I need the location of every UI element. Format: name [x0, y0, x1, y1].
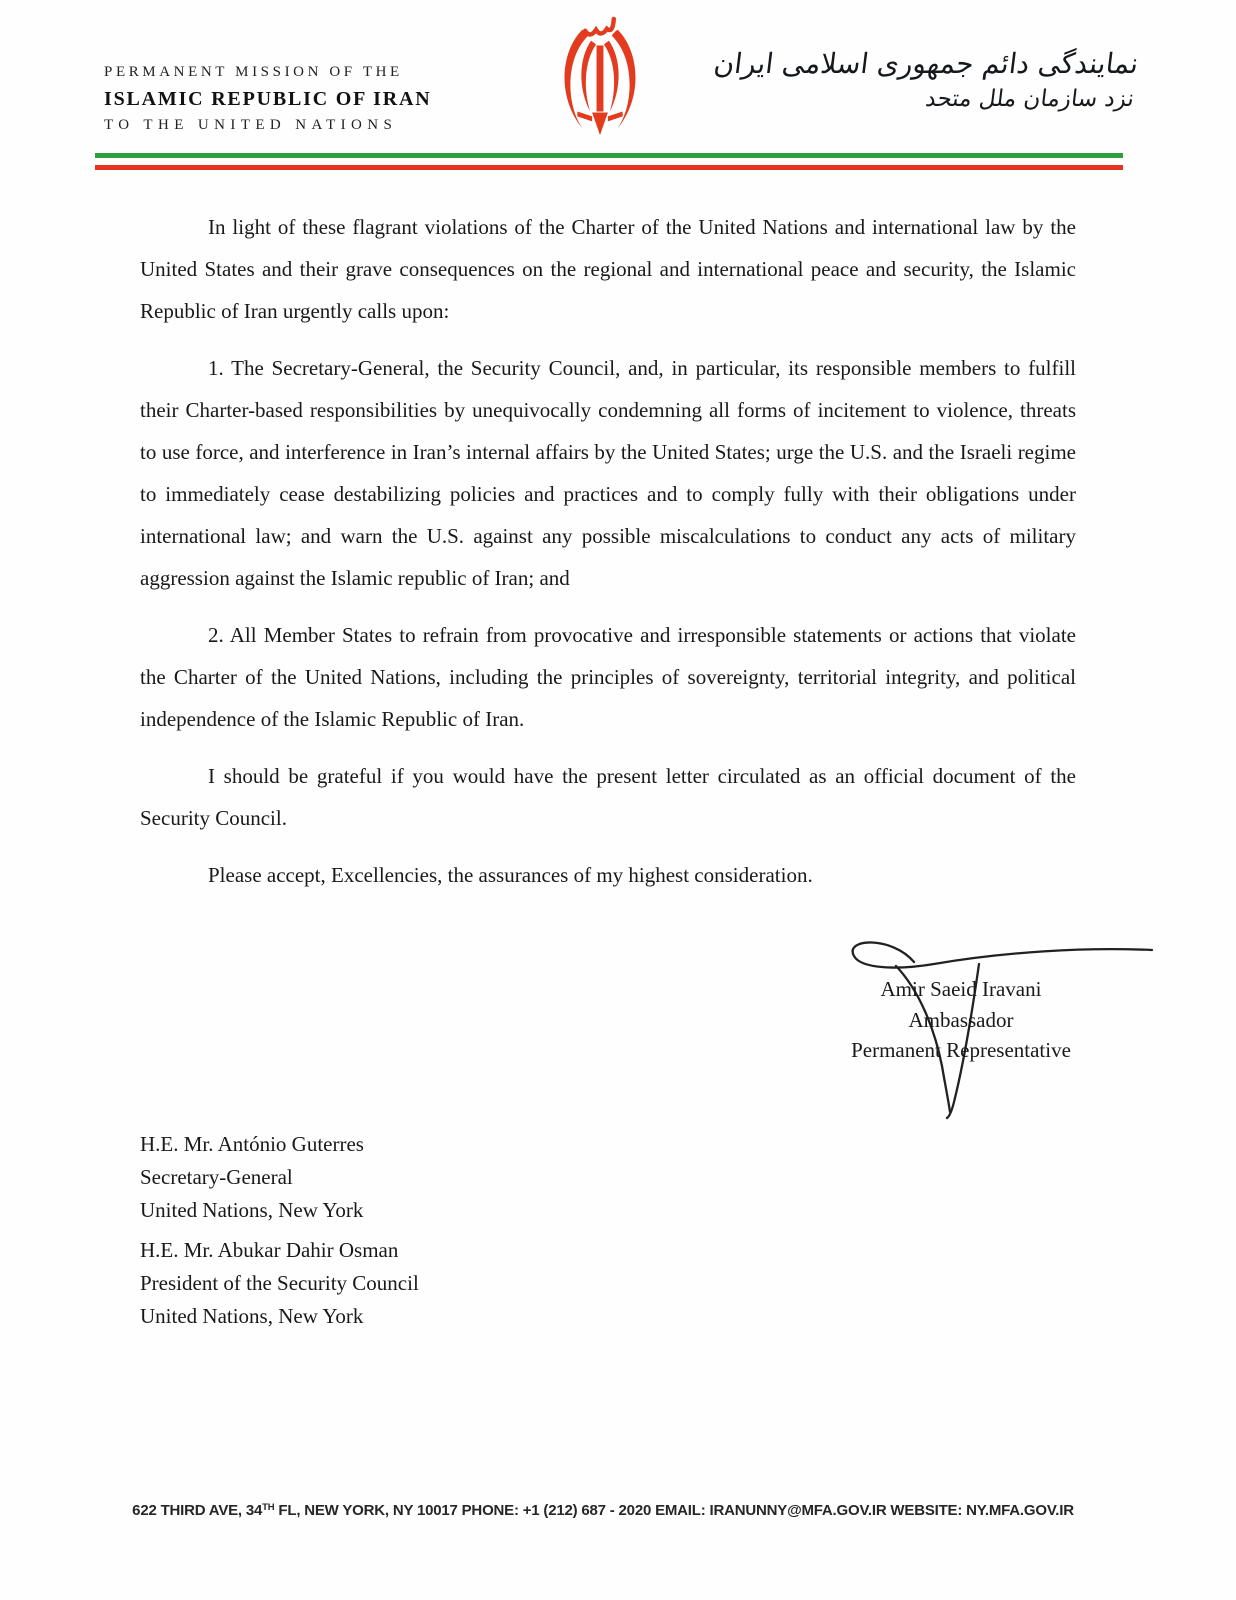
addressee-title: President of the Security Council	[140, 1271, 419, 1295]
footer-ordinal-suffix: TH	[262, 1502, 275, 1513]
letterhead-persian-line1: نمایندگی دائم جمهوری اسلامی ایران	[711, 47, 1141, 80]
addressee-title: Secretary-General	[140, 1165, 293, 1189]
paragraph-point-2: 2. All Member States to refrain from provocative and irresponsible statements or actions that violate the Charter of the United Nations, including the principles of sovereignty, territorial integrity, and political independence of the Islamic Republic of Iran.	[140, 623, 1076, 731]
flag-rule-green	[95, 153, 1123, 158]
letterhead-persian-block	[707, 44, 1140, 116]
paragraph-circulation-request: I should be grateful if you would have the present letter circulated as an official document of the Security Council.	[140, 764, 1076, 830]
flag-rule-red	[95, 165, 1123, 170]
paragraph-point-1: 1. The Secretary-General, the Security Council, and, in particular, its responsible members to fulfill their Charter-based responsibilities by unequivocally condemning all forms of incitement to violence, threats to use force, and interference in Iran’s internal affairs by the United States; urge the U.S. and the Israeli regime to immediately cease destabilizing policies and practices and to comply fully with their obligations under international law; and warn the U.S. against any possible miscalculations to conduct any acts of military aggression against the Islamic republic of Iran; and	[140, 356, 1076, 590]
letterhead-line-united-nations: TO THE UNITED NATIONS	[104, 117, 398, 133]
letter-body	[140, 206, 1076, 896]
paragraph-closing-courtesy: Please accept, Excellencies, the assurances of my highest consideration.	[208, 863, 813, 887]
signatory-title-permanent-representative: Permanent Representative	[851, 1038, 1071, 1062]
footer-contact-line	[80, 1502, 1126, 1519]
paragraph-intro: In light of these flagrant violations of the Charter of the United Nations and international law by the United States and their grave consequences on the regional and international peace and security, the Islamic Republic of Iran urgently calls upon:	[140, 215, 1076, 323]
signatory-name: Amir Saeid Iravani	[880, 977, 1042, 1001]
addressee-location: United Nations, New York	[140, 1198, 364, 1222]
addressee-name: H.E. Mr. António Guterres	[140, 1132, 364, 1156]
iran-national-emblem-icon	[547, 16, 653, 144]
letterhead-line-permanent-mission: PERMANENT MISSION OF THE	[104, 64, 403, 80]
letterhead-persian-line2: نزد سازمان ملل متحد	[923, 86, 1136, 112]
signatory-block	[800, 974, 1122, 1066]
letterhead-english-block	[104, 64, 432, 134]
letterhead-line-islamic-republic: ISLAMIC REPUBLIC OF IRAN	[104, 88, 432, 110]
addressee-security-council-president	[140, 1234, 419, 1333]
addressee-secretary-general	[140, 1128, 364, 1227]
signatory-title-ambassador: Ambassador	[908, 1007, 1014, 1032]
addressee-name: H.E. Mr. Abukar Dahir Osman	[140, 1238, 399, 1262]
addressee-location: United Nations, New York	[140, 1304, 364, 1328]
footer-address-prefix: 622 THIRD AVE, 34	[132, 1502, 263, 1519]
footer-address-suffix: FL, NEW YORK, NY 10017 PHONE: +1 (212) 687 - 2020 EMAIL: IRANUNNY@MFA.GOV.IR WEBSITE: NY.MFA.GOV.IR	[274, 1502, 1074, 1519]
